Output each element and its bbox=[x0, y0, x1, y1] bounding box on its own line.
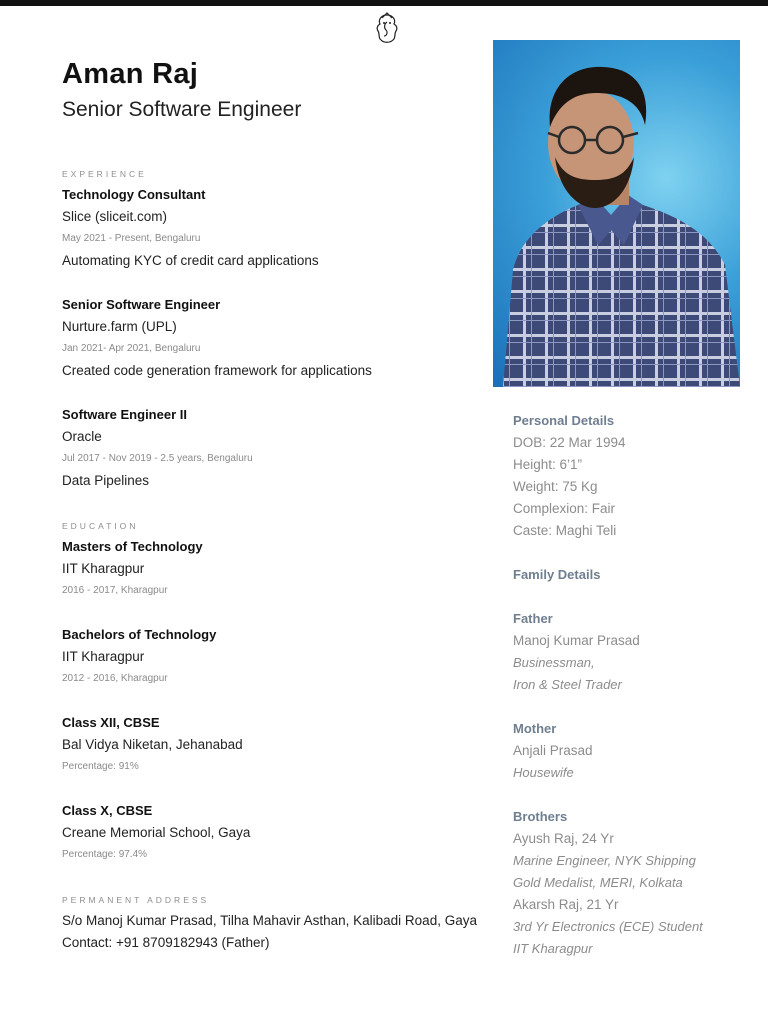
contact-line: Contact: +91 8709182943 (Father) bbox=[62, 935, 270, 950]
candidate-name: Aman Raj bbox=[62, 58, 199, 90]
education-degree: Class X, CBSE bbox=[62, 803, 153, 818]
experience-label: EXPERIENCE bbox=[62, 169, 147, 179]
experience-company: Nurture.farm (UPL) bbox=[62, 319, 177, 334]
education-detail: 2016 - 2017, Kharagpur bbox=[62, 585, 168, 596]
top-bar bbox=[0, 0, 768, 6]
education-institute: Creane Memorial School, Gaya bbox=[62, 825, 251, 840]
education-label: EDUCATION bbox=[62, 521, 139, 531]
experience-role: Software Engineer II bbox=[62, 407, 187, 422]
experience-description: Automating KYC of credit card applications bbox=[62, 253, 319, 268]
brother-detail: Gold Medalist, MERI, Kolkata bbox=[513, 875, 683, 890]
education-item bbox=[62, 800, 502, 866]
experience-item bbox=[62, 184, 502, 272]
weight-text: Weight: 75 Kg bbox=[513, 479, 598, 494]
experience-role: Technology Consultant bbox=[62, 187, 206, 202]
brother-name: Ayush Raj, 24 Yr bbox=[513, 831, 614, 846]
portrait-illustration bbox=[493, 40, 740, 387]
brothers-heading: Brothers bbox=[513, 809, 568, 824]
left-column bbox=[62, 56, 502, 954]
brother-name: Akarsh Raj, 21 Yr bbox=[513, 897, 619, 912]
father-heading: Father bbox=[513, 611, 553, 626]
brothers-section bbox=[513, 806, 753, 960]
experience-section bbox=[62, 168, 502, 492]
father-section bbox=[513, 608, 753, 696]
mother-section bbox=[513, 718, 753, 784]
address-section bbox=[62, 894, 502, 954]
education-detail: 2012 - 2016, Kharagpur bbox=[62, 673, 168, 684]
education-detail: Percentage: 97.4% bbox=[62, 849, 148, 860]
experience-item bbox=[62, 294, 502, 382]
caste-text: Caste: Maghi Teli bbox=[513, 523, 617, 538]
education-section bbox=[62, 520, 502, 866]
education-degree: Bachelors of Technology bbox=[62, 627, 217, 642]
mother-occupation: Housewife bbox=[513, 765, 574, 780]
experience-description: Data Pipelines bbox=[62, 473, 150, 488]
education-institute: Bal Vidya Niketan, Jehanabad bbox=[62, 737, 243, 752]
height-text: Height: 6’1” bbox=[513, 457, 583, 472]
experience-period: Jul 2017 - Nov 2019 - 2.5 years, Bengaluru bbox=[62, 453, 253, 464]
brother-detail: IIT Kharagpur bbox=[513, 941, 593, 956]
brother-detail: Marine Engineer, NYK Shipping bbox=[513, 853, 696, 868]
experience-company: Oracle bbox=[62, 429, 102, 444]
personal-details-section bbox=[513, 410, 753, 542]
education-item bbox=[62, 536, 502, 602]
education-institute: IIT Kharagpur bbox=[62, 561, 145, 576]
address-line: S/o Manoj Kumar Prasad, Tilha Mahavir Asthan, Kalibadi Road, Gaya bbox=[62, 913, 477, 928]
profile-photo bbox=[493, 40, 740, 387]
education-detail: Percentage: 91% bbox=[62, 761, 139, 772]
education-item bbox=[62, 624, 502, 690]
personal-details-heading: Personal Details bbox=[513, 413, 615, 428]
father-name: Manoj Kumar Prasad bbox=[513, 633, 640, 648]
education-degree: Masters of Technology bbox=[62, 539, 203, 554]
education-degree: Class XII, CBSE bbox=[62, 715, 160, 730]
mother-name: Anjali Prasad bbox=[513, 743, 593, 758]
address-label: PERMANENT ADDRESS bbox=[62, 895, 210, 905]
mother-heading: Mother bbox=[513, 721, 557, 736]
ganesha-emblem-icon bbox=[372, 12, 402, 46]
experience-company: Slice (sliceit.com) bbox=[62, 209, 168, 224]
experience-role: Senior Software Engineer bbox=[62, 297, 221, 312]
candidate-title: Senior Software Engineer bbox=[62, 98, 302, 121]
education-item bbox=[62, 712, 502, 778]
experience-period: May 2021 - Present, Bengaluru bbox=[62, 233, 201, 244]
father-occupation-detail: Iron & Steel Trader bbox=[513, 677, 622, 692]
family-details-heading: Family Details bbox=[513, 567, 601, 582]
education-institute: IIT Kharagpur bbox=[62, 649, 145, 664]
complexion-text: Complexion: Fair bbox=[513, 501, 616, 516]
experience-description: Created code generation framework for applications bbox=[62, 363, 372, 378]
right-column bbox=[513, 410, 753, 960]
father-occupation: Businessman, bbox=[513, 655, 595, 670]
dob-text: DOB: 22 Mar 1994 bbox=[513, 435, 626, 450]
experience-period: Jan 2021- Apr 2021, Bengaluru bbox=[62, 343, 201, 354]
experience-item bbox=[62, 404, 502, 492]
brother-detail: 3rd Yr Electronics (ECE) Student bbox=[513, 919, 703, 934]
